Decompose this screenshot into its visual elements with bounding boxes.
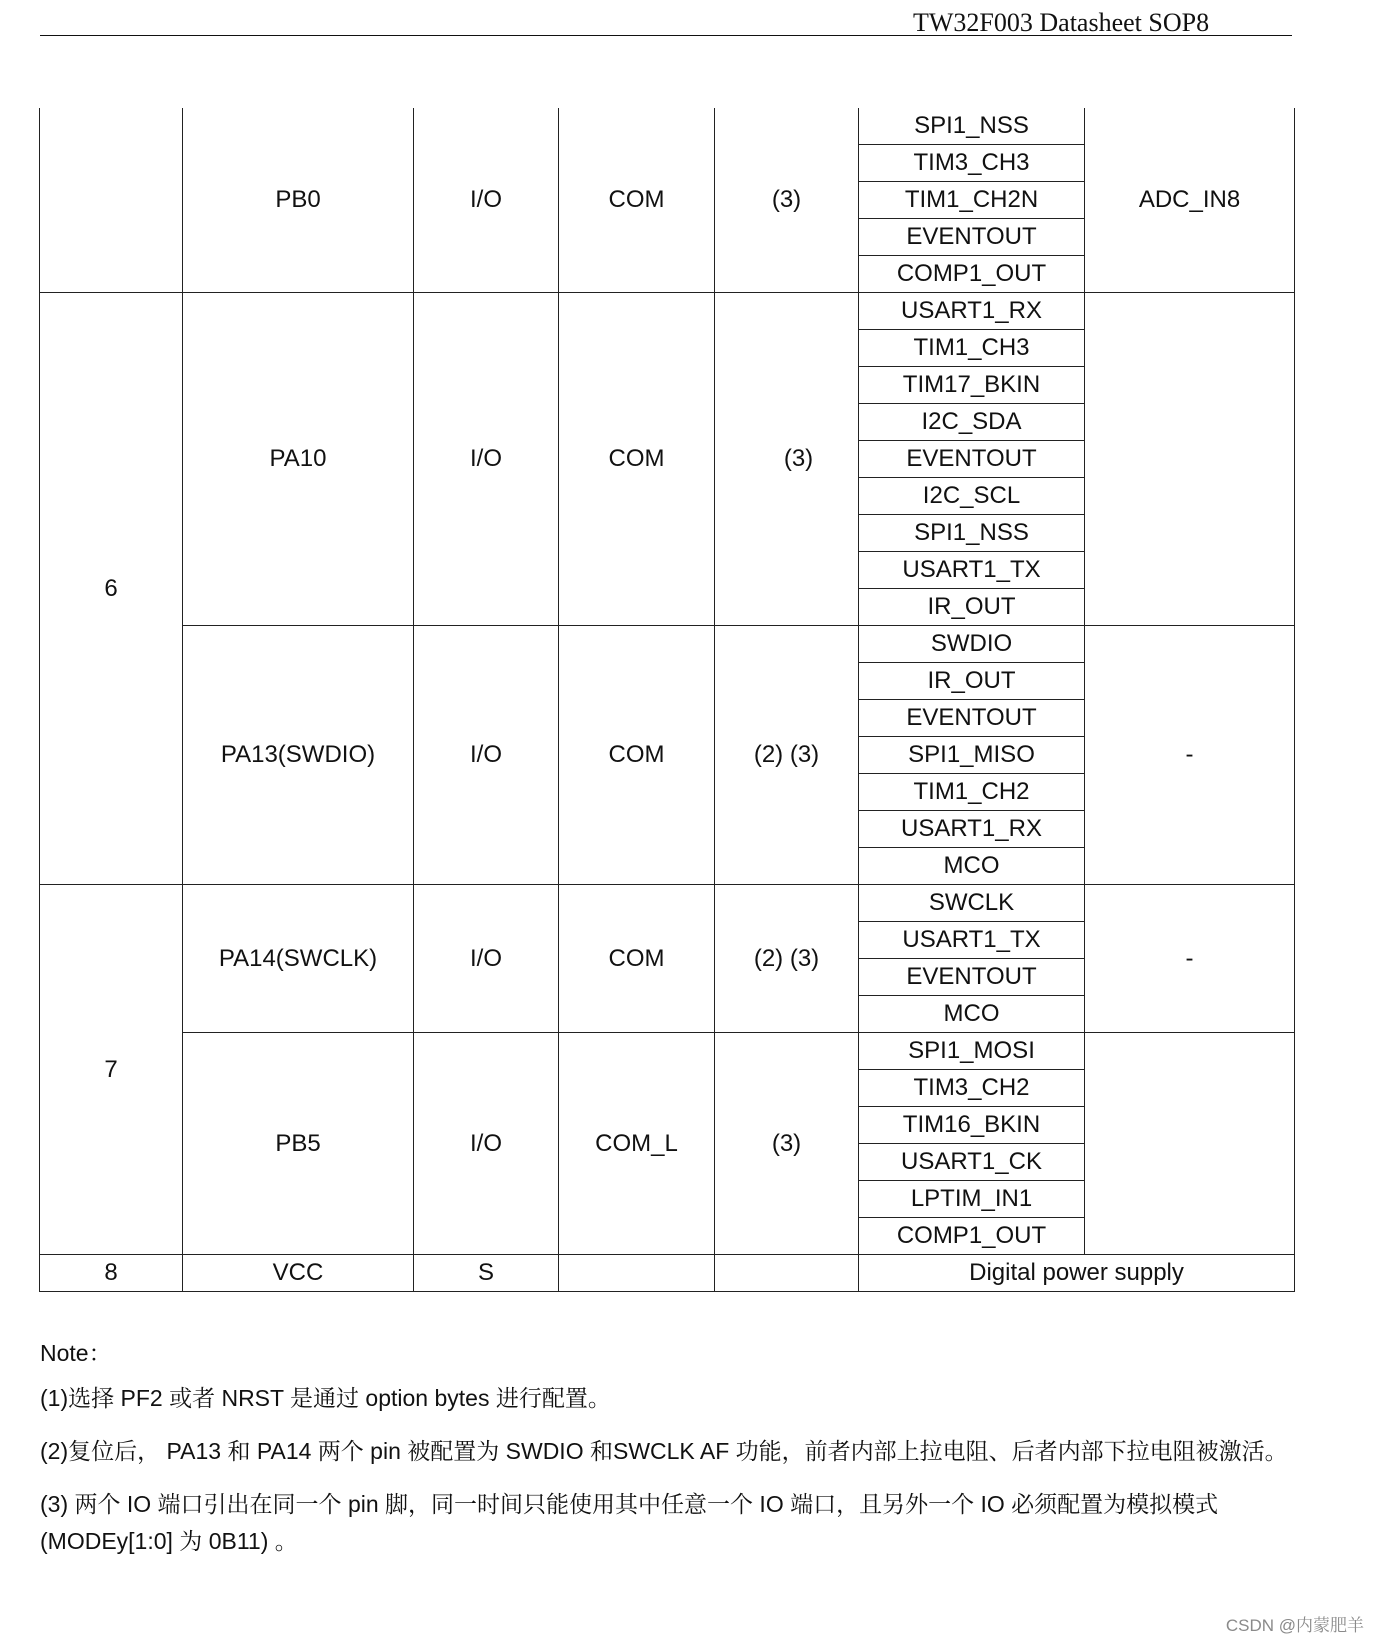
alternate-function-cell: COMP1_OUT bbox=[859, 256, 1085, 293]
alternate-function-cell: I2C_SCL bbox=[859, 478, 1085, 515]
alternate-function-cell: SPI1_MISO bbox=[859, 737, 1085, 774]
alternate-function-cell: TIM17_BKIN bbox=[859, 367, 1085, 404]
alternate-function-cell: TIM16_BKIN bbox=[859, 1107, 1085, 1144]
alternate-function-cell: TIM1_CH2 bbox=[859, 774, 1085, 811]
alternate-function-cell: USART1_TX bbox=[859, 552, 1085, 589]
additional-function-cell: ADC_IN8 bbox=[1085, 108, 1295, 293]
alternate-function-cell: LPTIM_IN1 bbox=[859, 1181, 1085, 1218]
pin-definition-table bbox=[39, 108, 1295, 1292]
pin-number-cell: 8 bbox=[40, 1255, 183, 1292]
note-cell: (3) bbox=[715, 293, 859, 626]
io-structure-cell: COM bbox=[559, 108, 715, 293]
table-row-vcc bbox=[40, 1255, 1295, 1292]
note-item-1: (1)选择 PF2 或者 NRST 是通过 option bytes 进行配置。 bbox=[40, 1385, 611, 1411]
note-cell: (3) bbox=[715, 108, 859, 293]
alternate-function-cell: EVENTOUT bbox=[859, 219, 1085, 256]
pin-name-cell: PB0 bbox=[183, 108, 414, 293]
io-structure-cell: COM_L bbox=[559, 1033, 715, 1255]
note-cell: (2) (3) bbox=[715, 885, 859, 1033]
pin-type-cell: I/O bbox=[414, 108, 559, 293]
note-cell bbox=[715, 1255, 859, 1292]
note-cell: (3) bbox=[715, 1033, 859, 1255]
pin-type-cell: S bbox=[414, 1255, 559, 1292]
pin-type-cell: I/O bbox=[414, 626, 559, 885]
description-cell: Digital power supply bbox=[859, 1255, 1295, 1292]
alternate-function-cell: SPI1_NSS bbox=[859, 108, 1085, 145]
pin-name-cell: PA10 bbox=[183, 293, 414, 626]
pin-type-cell: I/O bbox=[414, 293, 559, 626]
alternate-function-cell: I2C_SDA bbox=[859, 404, 1085, 441]
alternate-function-cell: SWCLK bbox=[859, 885, 1085, 922]
alternate-function-cell: MCO bbox=[859, 848, 1085, 885]
alternate-function-cell: MCO bbox=[859, 996, 1085, 1033]
table-row-pa14 bbox=[40, 885, 1295, 922]
table-row-pb5 bbox=[40, 1033, 1295, 1070]
alternate-function-cell: TIM1_CH2N bbox=[859, 182, 1085, 219]
io-structure-cell: COM bbox=[559, 626, 715, 885]
alternate-function-cell: USART1_CK bbox=[859, 1144, 1085, 1181]
alternate-function-cell: SPI1_MOSI bbox=[859, 1033, 1085, 1070]
pin-type-cell: I/O bbox=[414, 885, 559, 1033]
pin-name-cell: PA13(SWDIO) bbox=[183, 626, 414, 885]
alternate-function-cell: SPI1_NSS bbox=[859, 515, 1085, 552]
additional-function-cell: - bbox=[1085, 626, 1295, 885]
table-row-pb0 bbox=[40, 108, 1295, 145]
io-structure-cell: COM bbox=[559, 293, 715, 626]
additional-function-cell: - bbox=[1085, 885, 1295, 1033]
note-item-3: (3) 两个 IO 端口引出在同一个 pin 脚，同一时间只能使用其中任意一个 IO 端口，且另外一个 IO 必须配置为模拟模式(MODEy[1:0] 为 0B11) 。 bbox=[40, 1491, 1219, 1554]
table-row-pa10 bbox=[40, 293, 1295, 330]
alternate-function-cell: EVENTOUT bbox=[859, 959, 1085, 996]
header-divider bbox=[40, 35, 1292, 36]
alternate-function-cell: EVENTOUT bbox=[859, 441, 1085, 478]
alternate-function-cell: TIM3_CH2 bbox=[859, 1070, 1085, 1107]
alternate-function-cell: USART1_RX bbox=[859, 811, 1085, 848]
note-item-2: (2)复位后， PA13 和 PA14 两个 pin 被配置为 SWDIO 和SWCLK AF 功能，前者内部上拉电阻、后者内部下拉电阻被激活。 bbox=[40, 1438, 1288, 1464]
alternate-function-cell: TIM1_CH3 bbox=[859, 330, 1085, 367]
pin-type-cell: I/O bbox=[414, 1033, 559, 1255]
io-structure-cell: COM bbox=[559, 885, 715, 1033]
alternate-function-cell: USART1_RX bbox=[859, 293, 1085, 330]
pin-number-cell: 7 bbox=[40, 885, 183, 1255]
pin-name-cell: PB5 bbox=[183, 1033, 414, 1255]
additional-function-cell bbox=[1085, 293, 1295, 626]
watermark-text: CSDN @内蒙肥羊 bbox=[1225, 1616, 1364, 1635]
table-row-pa13 bbox=[40, 626, 1295, 663]
note-cell: (2) (3) bbox=[715, 626, 859, 885]
alternate-function-cell: TIM3_CH3 bbox=[859, 145, 1085, 182]
pin-number-cell bbox=[40, 108, 183, 293]
pin-name-cell: VCC bbox=[183, 1255, 414, 1292]
alternate-function-cell: USART1_TX bbox=[859, 922, 1085, 959]
alternate-function-cell: IR_OUT bbox=[859, 663, 1085, 700]
alternate-function-cell: IR_OUT bbox=[859, 589, 1085, 626]
notes-section bbox=[40, 1335, 1290, 1576]
alternate-function-cell: COMP1_OUT bbox=[859, 1218, 1085, 1255]
pin-name-cell: PA14(SWCLK) bbox=[183, 885, 414, 1033]
alternate-function-cell: SWDIO bbox=[859, 626, 1085, 663]
pin-number-cell: 6 bbox=[40, 293, 183, 885]
document-header-title: TW32F003 Datasheet SOP8 bbox=[913, 8, 1210, 37]
additional-function-cell bbox=[1085, 1033, 1295, 1255]
notes-title: Note： bbox=[40, 1340, 112, 1366]
io-structure-cell bbox=[559, 1255, 715, 1292]
alternate-function-cell: EVENTOUT bbox=[859, 700, 1085, 737]
